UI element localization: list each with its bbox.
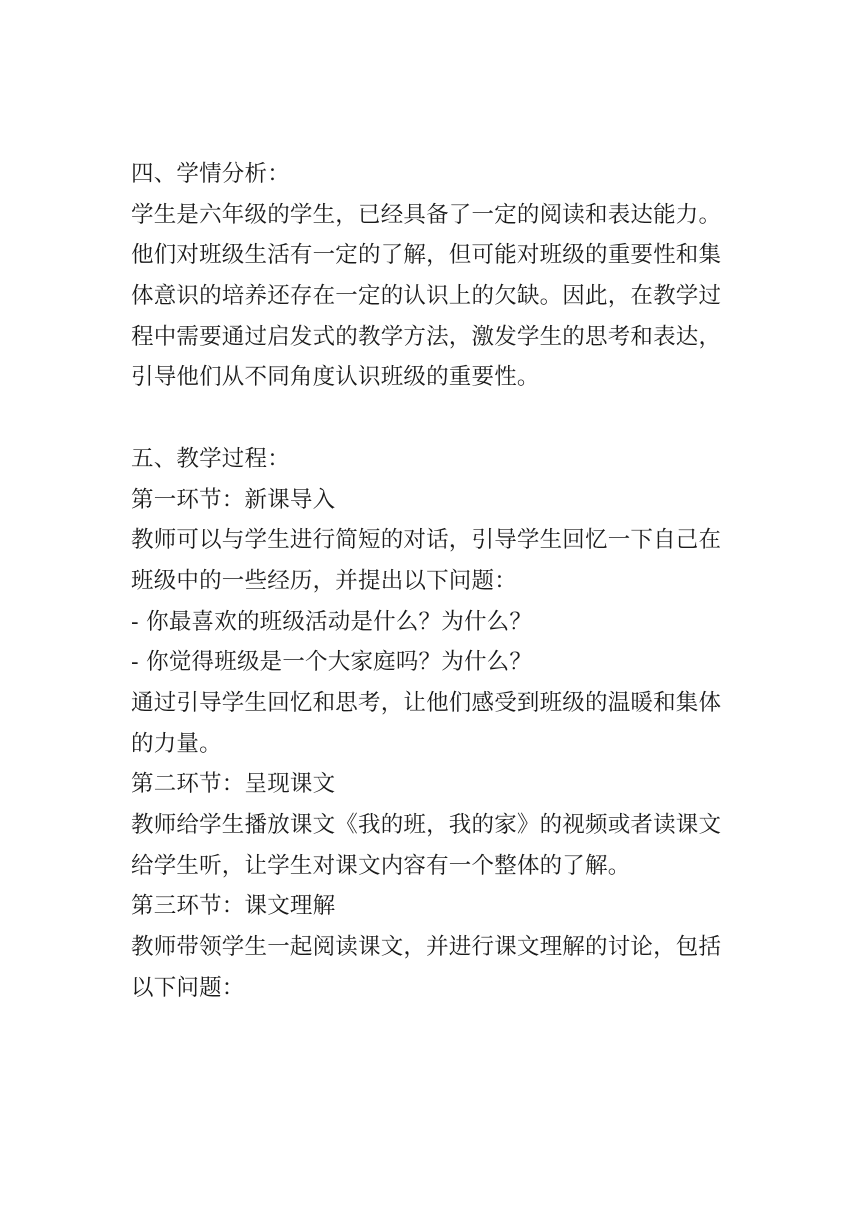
question-item: - 你觉得班级是一个大家庭吗？为什么？ xyxy=(131,649,533,676)
document-body xyxy=(131,154,741,1008)
question-item: - 你最喜欢的班级活动是什么？为什么？ xyxy=(131,608,533,635)
paragraph-line: 给学生听，让学生对课文内容有一个整体的了解。 xyxy=(131,852,631,879)
step-title-3: 第三环节：课文理解 xyxy=(131,893,336,920)
paragraph-line: 以下问题： xyxy=(131,974,245,1001)
step-title-1: 第一环节：新课导入 xyxy=(131,486,336,513)
paragraph-line: 教师给学生播放课文《我的班，我的家》的视频或者读课文 xyxy=(131,812,722,838)
section-heading-teaching-process: 五、教学过程： xyxy=(131,445,290,472)
paragraph-line: 引导他们从不同角度认识班级的重要性。 xyxy=(131,364,540,391)
blank-line xyxy=(131,398,741,439)
section-heading-learning-analysis: 四、学情分析： xyxy=(131,161,290,187)
paragraph-line: 通过引导学生回忆和思考，让他们感受到班级的温暖和集体 xyxy=(131,689,722,716)
paragraph-line: 体意识的培养还存在一定的认识上的欠缺。因此，在教学过 xyxy=(131,283,722,310)
step-title-2: 第二环节：呈现课文 xyxy=(131,771,336,798)
paragraph-line: 教师可以与学生进行简短的对话，引导学生回忆一下自己在 xyxy=(131,527,722,554)
paragraph-line: 的力量。 xyxy=(131,730,222,757)
paragraph-line: 班级中的一些经历，并提出以下问题： xyxy=(131,567,517,594)
paragraph-line: 教师带领学生一起阅读课文，并进行课文理解的讨论，包括 xyxy=(131,934,722,961)
paragraph-line: 他们对班级生活有一定的了解，但可能对班级的重要性和集 xyxy=(131,242,722,269)
paragraph-line: 学生是六年级的学生，已经具备了一定的阅读和表达能力。 xyxy=(131,201,722,228)
paragraph-line: 程中需要通过启发式的教学方法，激发学生的思考和表达， xyxy=(131,323,722,350)
